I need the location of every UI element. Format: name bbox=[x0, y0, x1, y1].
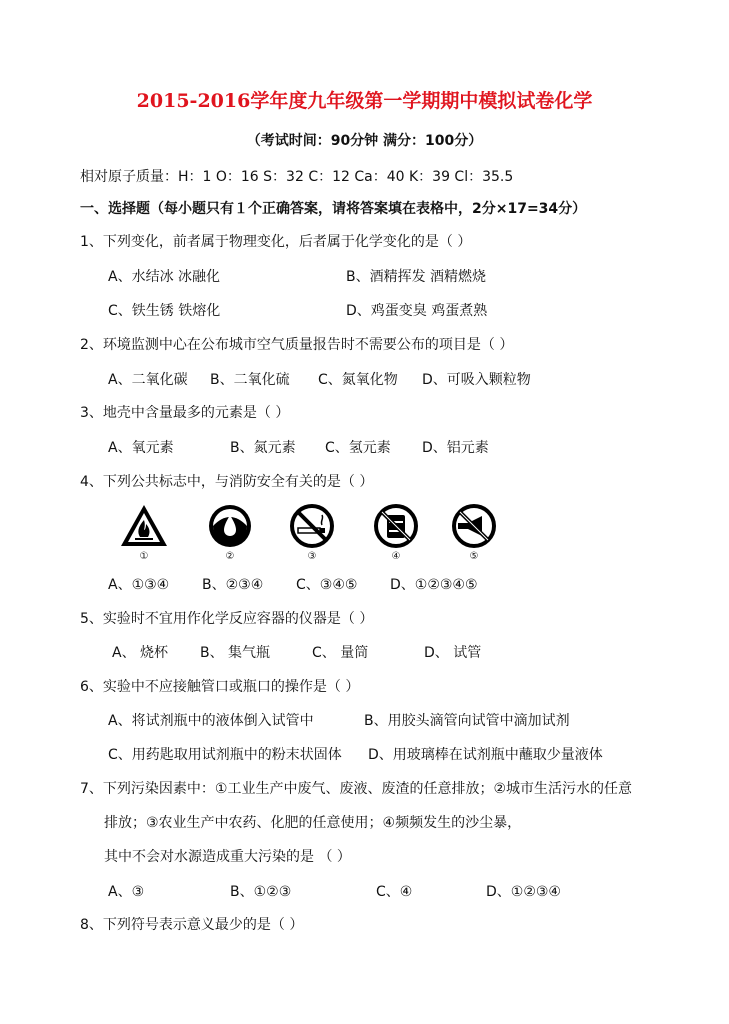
option-a: A、二氧化碳 bbox=[108, 372, 188, 388]
question-stem: 2、环境监测中心在公布城市空气质量报告时不需要公布的项目是（ ） bbox=[80, 337, 514, 353]
option-row bbox=[0, 712, 729, 730]
option-c: C、用药匙取用试剂瓶中的粉末状固体 bbox=[108, 747, 342, 763]
option-a: A、①③④ bbox=[108, 577, 170, 593]
option-a: A、氧元素 bbox=[108, 440, 174, 456]
option-a: A、 烧杯 bbox=[112, 645, 169, 661]
option-b: B、 集气瓶 bbox=[200, 645, 271, 661]
option-row bbox=[0, 268, 729, 286]
sign-number: ④ bbox=[391, 551, 401, 562]
question-stem: 3、地壳中含量最多的元素是（ ） bbox=[80, 405, 290, 421]
sign-number: ⑤ bbox=[469, 551, 479, 562]
question-stem: 7、下列污染因素中：①工业生产中废气、废液、废渣的任意排放；②城市生活污水的任意 bbox=[80, 781, 633, 797]
option-b: B、二氧化硫 bbox=[210, 372, 290, 388]
option-row bbox=[0, 644, 729, 662]
option-b: B、①②③ bbox=[230, 884, 292, 900]
sign-number: ① bbox=[139, 551, 149, 562]
option-c: C、④ bbox=[376, 884, 413, 900]
option-a: A、将试剂瓶中的液体倒入试管中 bbox=[108, 713, 314, 729]
option-row bbox=[0, 302, 729, 320]
option-b: B、酒精挥发 酒精燃烧 bbox=[346, 269, 487, 285]
option-c: C、铁生锈 铁熔化 bbox=[108, 303, 221, 319]
option-row bbox=[0, 371, 729, 389]
option-d: D、鸡蛋变臭 鸡蛋煮熟 bbox=[346, 303, 488, 319]
option-d: D、①②③④⑤ bbox=[390, 577, 478, 593]
option-c: C、氢元素 bbox=[325, 440, 391, 456]
question-stem: 4、下列公共标志中，与消防安全有关的是（ ） bbox=[80, 474, 374, 490]
sign-number: ③ bbox=[307, 551, 317, 562]
option-d: D、 试管 bbox=[424, 645, 482, 661]
question-stem: 5、实验时不宜用作化学反应容器的仪器是（ ） bbox=[80, 611, 374, 627]
atomic-masses: 相对原子质量：H：1 O：16 S：32 C：12 Ca：40 K：39 Cl：35.5 bbox=[80, 169, 514, 185]
option-row bbox=[0, 576, 729, 594]
option-d: D、可吸入颗粒物 bbox=[422, 372, 531, 388]
question-stem-continued: 其中不会对水源造成重大污染的是 （ ） bbox=[104, 849, 351, 865]
section-heading: 一、选择题（每小题只有１个正确答案，请将答案填在表格中，2分×17=34分） bbox=[80, 201, 587, 217]
water-drop-sign-icon bbox=[204, 502, 256, 562]
sign-number: ② bbox=[225, 551, 235, 562]
page-title: 2015-2016学年度九年级第一学期期中模拟试卷化学 bbox=[136, 90, 593, 112]
option-a: A、③ bbox=[108, 884, 145, 900]
option-row bbox=[0, 746, 729, 764]
option-b: B、用胶头滴管向试管中滴加试剂 bbox=[364, 713, 570, 729]
question-stem-continued: 排放；③农业生产中农药、化肥的任意使用；④频频发生的沙尘暴， bbox=[104, 815, 522, 831]
no-fuel-sign-icon bbox=[370, 502, 422, 562]
no-horn-sign-icon bbox=[448, 502, 500, 562]
question-stem: 8、下列符号表示意义最少的是（ ） bbox=[80, 917, 304, 933]
option-row bbox=[0, 883, 729, 901]
option-row bbox=[0, 439, 729, 457]
option-d: D、①②③④ bbox=[486, 884, 561, 900]
option-c: C、氮氧化物 bbox=[318, 372, 398, 388]
flammable-sign-icon bbox=[118, 502, 170, 562]
no-smoking-sign-icon bbox=[286, 502, 338, 562]
option-c: C、 量筒 bbox=[312, 645, 369, 661]
option-a: A、水结冰 冰融化 bbox=[108, 269, 221, 285]
public-signs bbox=[118, 502, 518, 562]
exam-info: （考试时间：90分钟 满分：100分） bbox=[246, 133, 483, 149]
option-d: D、铝元素 bbox=[422, 440, 489, 456]
option-b: B、氮元素 bbox=[230, 440, 296, 456]
option-b: B、②③④ bbox=[202, 577, 264, 593]
option-d: D、用玻璃棒在试剂瓶中蘸取少量液体 bbox=[368, 747, 603, 763]
option-c: C、③④⑤ bbox=[296, 577, 358, 593]
question-stem: 1、下列变化，前者属于物理变化，后者属于化学变化的是（ ） bbox=[80, 234, 472, 250]
question-stem: 6、实验中不应接触管口或瓶口的操作是（ ） bbox=[80, 679, 360, 695]
